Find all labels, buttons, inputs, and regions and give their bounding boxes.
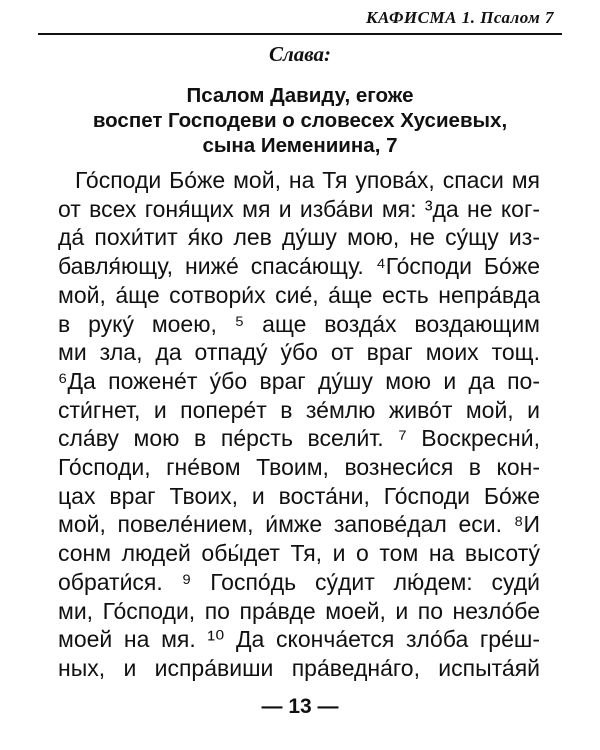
body-line: да́ похи́тит я́ко лев ду́шу мою, не су́щу из- (58, 224, 540, 251)
body-line: ных, и испра́виши пра́ведна́го, испыта́яй (58, 654, 540, 681)
body-line: сонм людей обы́дет Тя, и о том на высоту́ (58, 540, 540, 567)
psalm-title-line: воспет Господеви о словесех Хусиевых, (92, 109, 508, 132)
body-line: сти́гнет, и попере́т в зе́млю живо́т мой, и (58, 396, 540, 423)
body-line: обрати́ся. ⁹ Госпо́дь су́дит лю́дем: суди́ (58, 568, 540, 595)
psalm-title-line: Псалом Давиду, егоже (186, 84, 414, 107)
running-header (0, 8, 600, 32)
body-line: в руку́ моею, ⁵ аще возда́х воздающим (58, 310, 540, 337)
body-line: ми зла, да отпаду́ у́бо от враг моих тощ. (58, 339, 540, 366)
body-line: бавля́ющу, ниже́ спаса́ющу. ⁴Го́споди Бо́же (58, 253, 540, 280)
header-rule (38, 33, 562, 35)
body-line: от всех гоня́щих мя и изба́ви мя: ³да не ког- (58, 195, 540, 222)
body-line: Го́споди, гне́вом Твоим, вознеси́ся в кон- (58, 454, 540, 481)
body-line: цах враг Твоих, и воста́ни, Го́споди Бо́же (58, 482, 540, 509)
body-line: ⁶Да пожене́т у́бо враг ду́шу мою и да по- (58, 367, 540, 394)
body-line: ми, Го́споди, по пра́вде моей, и по незло́бе (58, 597, 540, 624)
psalm-title (40, 83, 560, 158)
section-heading: Слава: (268, 42, 331, 66)
body-line: Го́споди Бо́же мой, на Тя упова́х, спаси мя (75, 167, 540, 193)
page-number: — 13 — (261, 695, 339, 718)
running-title: КАФИСМА 1. Псалом 7 (365, 8, 554, 27)
psalm-body (58, 166, 540, 683)
body-line: моей на мя. ¹⁰ Да сконча́ется зло́ба гре́ш- (58, 626, 540, 653)
body-line: мой, повеле́нием, и́мже запове́дал еси. ⁸И (58, 511, 540, 538)
body-line: мой, а́ще сотвори́х сие́, а́ще есть непра́вда (58, 281, 540, 308)
body-line: сла́ву мою в пе́рсть всели́т. ⁷ Воскресни́, (58, 425, 540, 452)
psalm-title-line: сына Иемениина, 7 (202, 134, 398, 157)
